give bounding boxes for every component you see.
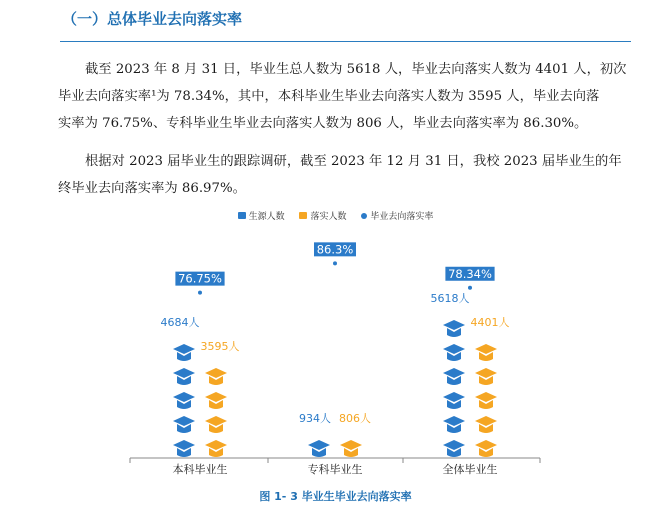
graduation-cap-icon <box>475 344 497 361</box>
data-label: 3595人 <box>200 340 240 353</box>
graduation-cap-icon <box>443 344 465 361</box>
graduation-cap-icon <box>205 416 227 433</box>
paragraph-1-line: 截至 2023 年 8 月 31 日，毕业生总人数为 5618 人，毕业去向落实人数为 4401 人，初次 <box>85 62 627 77</box>
data-label: 806人 <box>339 412 371 425</box>
graduation-cap-icon <box>173 440 195 457</box>
bar-enrolled <box>173 344 195 457</box>
paragraph-1-line: 毕业去向落实率¹为 78.34%，其中，本科毕业生毕业去向落实人数为 3595 人，毕业去向落 <box>58 89 600 104</box>
graduation-cap-icon <box>340 440 362 457</box>
bar-placed <box>475 344 497 457</box>
section-heading: （一）总体毕业去向落实率 <box>62 10 243 28</box>
graduation-cap-icon <box>173 416 195 433</box>
graduation-cap-icon <box>443 368 465 385</box>
bar-enrolled <box>443 320 465 457</box>
paragraph-2-line: 终毕业去向落实率为 86.97%。 <box>58 181 246 196</box>
graduation-cap-icon <box>443 440 465 457</box>
rate-point <box>468 286 472 290</box>
rate-label: 76.75% <box>178 271 222 286</box>
graduation-cap-icon <box>205 392 227 409</box>
legend-label: 落实人数 <box>310 212 347 222</box>
graduation-cap-icon <box>443 392 465 409</box>
bar-placed <box>205 368 227 457</box>
graduation-cap-icon <box>173 392 195 409</box>
rate-label: 78.34% <box>448 266 492 281</box>
graduation-cap-icon <box>173 368 195 385</box>
legend-label: 毕业去向落实率 <box>370 212 434 222</box>
graduation-cap-icon <box>475 440 497 457</box>
x-tick-label: 全体毕业生 <box>442 463 498 476</box>
graduation-cap-icon <box>475 392 497 409</box>
graduation-cap-icon <box>475 368 497 385</box>
rate-label: 86.3% <box>316 242 354 257</box>
graduation-cap-icon <box>205 368 227 385</box>
graduation-cap-icon <box>443 416 465 433</box>
legend-label: 生源人数 <box>248 212 285 222</box>
x-tick-label: 专科毕业生 <box>307 463 363 476</box>
rate-point <box>333 261 337 265</box>
graduation-cap-icon <box>205 440 227 457</box>
bar-placed <box>340 440 362 457</box>
data-label: 4401人 <box>470 316 510 329</box>
data-label: 934人 <box>299 412 331 425</box>
graduation-cap-icon <box>308 440 330 457</box>
graduation-cap-icon <box>475 416 497 433</box>
data-label: 4684人 <box>160 316 200 329</box>
graduation-cap-icon <box>443 320 465 337</box>
paragraph-2-line: 根据对 2023 届毕业生的跟踪调研，截至 2023 年 12 月 31 日，我校 2023 届毕业生的年 <box>85 154 622 169</box>
data-label: 5618人 <box>430 292 470 305</box>
bar-enrolled <box>308 440 330 457</box>
paragraph-1-line: 实率为 76.75%、专科毕业生毕业去向落实人数为 806 人，毕业去向落实率为 86.30%。 <box>58 116 588 131</box>
x-tick-label: 本科毕业生 <box>172 463 228 476</box>
graduation-cap-icon <box>173 344 195 361</box>
figure-caption: 图 1- 3 毕业生毕业去向落实率 <box>259 490 412 503</box>
rate-point <box>198 291 202 295</box>
